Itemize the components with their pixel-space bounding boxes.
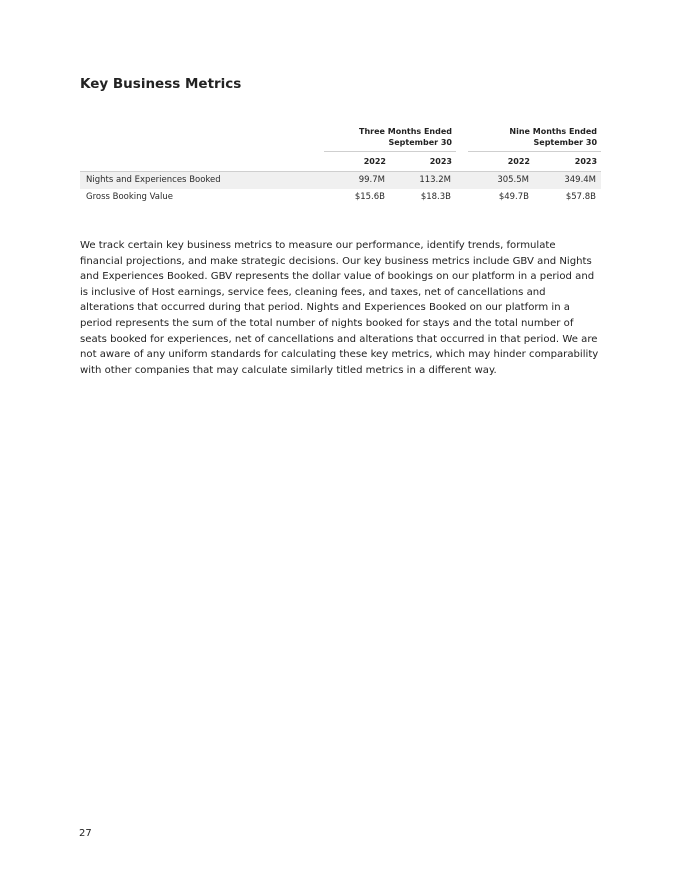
cell-gap <box>456 189 468 206</box>
key-metrics-table <box>80 127 601 206</box>
cell-value: 113.2M <box>390 172 456 190</box>
section-heading: Key Business Metrics <box>80 76 242 92</box>
year-header: 2022 <box>324 152 390 172</box>
header-gap <box>456 127 468 152</box>
cell-value: $18.3B <box>420 192 451 202</box>
year-header: 2023 <box>390 152 456 172</box>
table-row <box>80 189 601 206</box>
cell-gap <box>456 172 468 190</box>
period-title: Three Months Ended <box>359 127 452 136</box>
year-header: 2023 <box>534 152 601 172</box>
row-label: Nights and Experiences Booked <box>80 172 324 190</box>
cell-value: 305.5M <box>468 172 534 190</box>
year-header: 2022 <box>468 152 534 172</box>
cell-value: $15.6B <box>354 192 385 202</box>
page-number: 27 <box>79 828 92 839</box>
row-label: Gross Booking Value <box>86 192 173 202</box>
period-header-nine-months <box>468 127 601 152</box>
cell-value: $57.8B <box>565 192 597 202</box>
body-paragraph: We track certain key business metrics to measure our performance, identify trends, formulate financial projections, and make strategic decisions. Our key business metrics include GBV and Nights and Experiences Booked. GBV represents the dollar value of bookings on our platform in a period and is inclusive of Host earnings, service fees, cleaning fees, and taxes, net of cancellations and alterations that occurred during that period. Nights and Experiences Booked on our platform in a period represents the sum of the total number of nights booked for stays and the total number of seats booked for experiences, net of cancellations and alterations that occurred in that period. We are not aware of any uniform standards for calculating these key metrics, which may hinder comparability with other companies that may calculate similarly titled metrics in a different way. <box>80 240 599 376</box>
cell-value: 99.7M <box>324 172 390 190</box>
cell-value: $49.7B <box>498 192 529 202</box>
period-header-three-months <box>324 127 456 152</box>
period-header-row <box>80 127 601 152</box>
table-row <box>80 172 601 190</box>
period-title: Nine Months Ended <box>509 127 598 136</box>
cell-value: 349.4M <box>534 172 601 190</box>
year-header-row <box>80 152 601 172</box>
header-spacer <box>80 127 324 152</box>
header-spacer <box>80 152 324 172</box>
period-subtitle: September 30 <box>388 137 452 147</box>
period-subtitle: September 30 <box>533 137 598 147</box>
header-gap <box>456 152 468 172</box>
